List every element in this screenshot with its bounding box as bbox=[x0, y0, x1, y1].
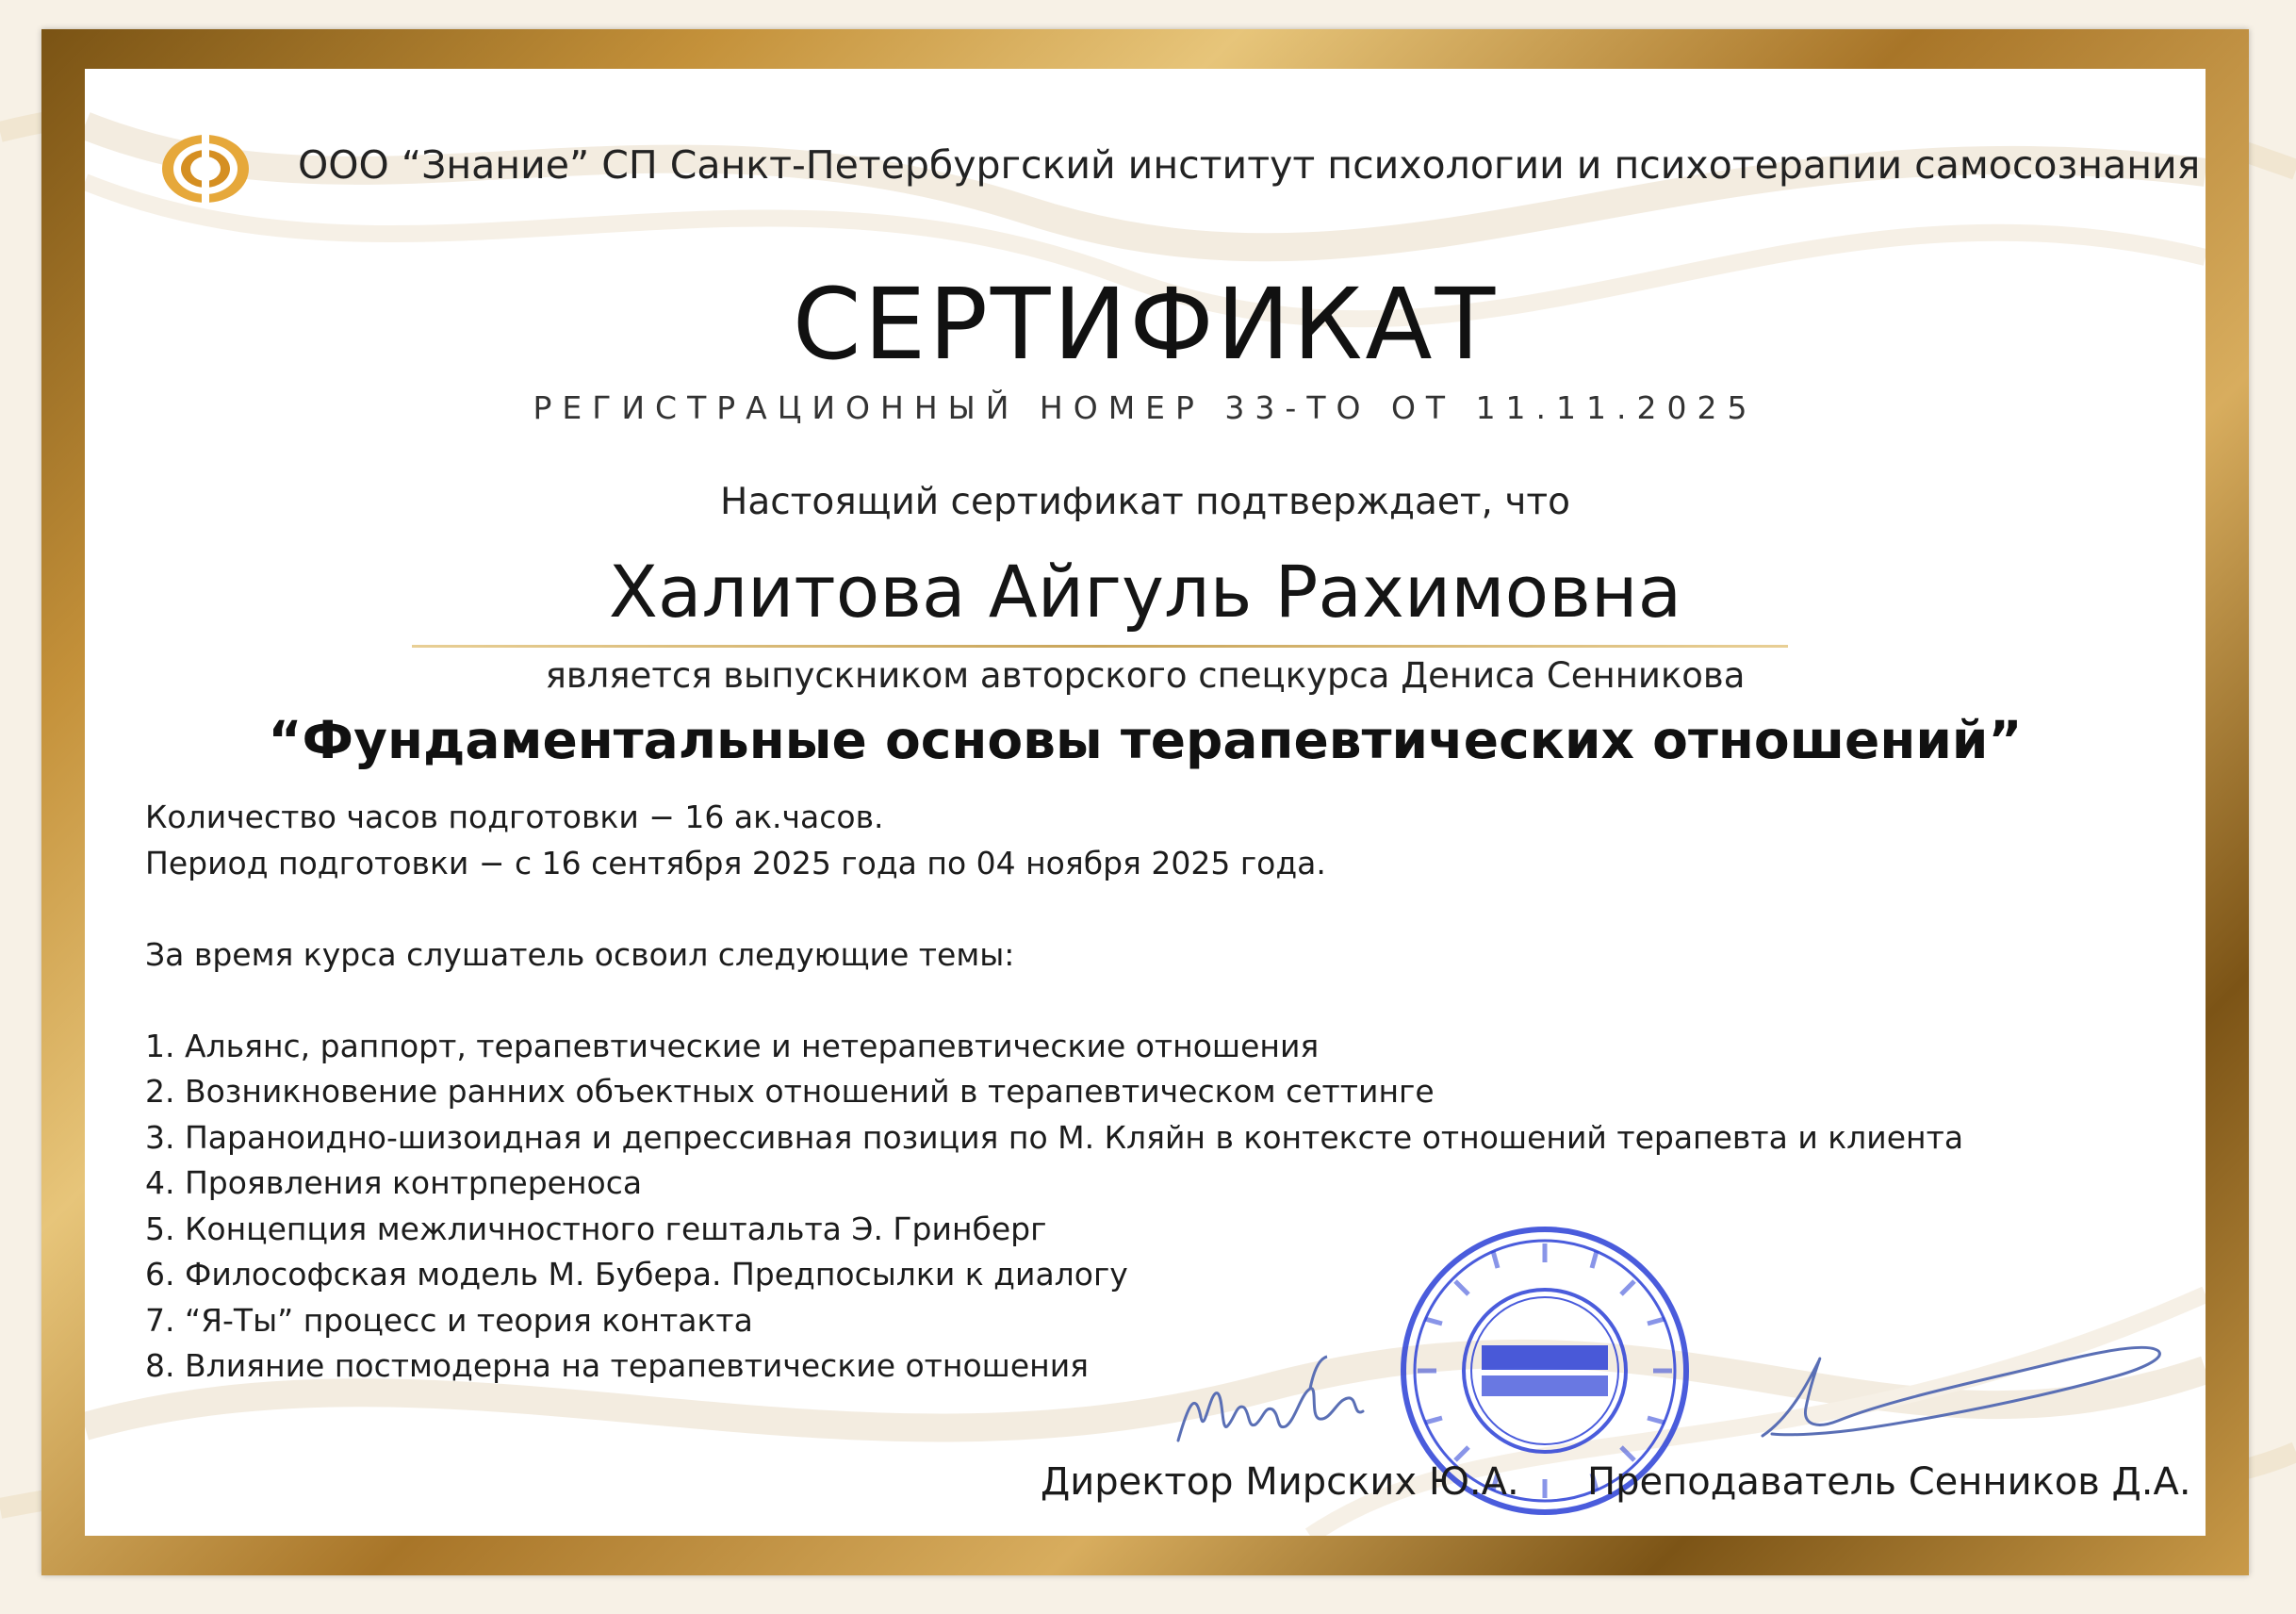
topic-item: 5. Концепция межличностного гештальта Э. Гринберг bbox=[145, 1210, 1047, 1247]
director-label: Директор Мирских Ю.А. bbox=[1041, 1460, 1519, 1504]
recipient-name: Халитова Айгуль Рахимовна bbox=[608, 550, 1682, 634]
topic-item: 7. “Я-Ты” процесс и теория контакта bbox=[145, 1301, 753, 1339]
topic-item: 2. Возникновение ранних объектных отношений в терапевтическом сеттинге bbox=[145, 1073, 1435, 1110]
topic-item: 1. Альянс, раппорт, терапевтические и нетерапевтические отношения bbox=[145, 1027, 1320, 1064]
spacer bbox=[145, 886, 1963, 932]
organization-name: ООО “Знание” СП Санкт-Петербургский институт психологии и психотерапии самосознания bbox=[298, 142, 2201, 188]
spacer bbox=[145, 978, 1963, 1024]
name-underline bbox=[412, 645, 1788, 648]
graduate-text: является выпускником авторского спецкурса Дениса Сенникова bbox=[545, 655, 1746, 696]
topics-intro: За время курса слушатель освоил следующие темы: bbox=[145, 935, 1015, 973]
period-text: Период подготовки − с 16 сентября 2025 года по 04 ноября 2025 года. bbox=[145, 844, 1326, 881]
teacher-signature bbox=[1753, 1323, 2168, 1464]
certificate-title: СЕРТИФИКАТ bbox=[792, 267, 1499, 382]
topic-item: 8. Влияние постмодерна на терапевтические отношения bbox=[145, 1347, 1090, 1384]
teacher-label: Преподаватель Сенников Д.А. bbox=[1587, 1460, 2191, 1504]
institute-logo-icon bbox=[158, 131, 253, 206]
director-signature bbox=[1169, 1351, 1376, 1464]
topic-item: 3. Параноидно-шизоидная и депрессивная позиция по М. Кляйн в контексте отношений терапевта и клиента bbox=[145, 1118, 1964, 1156]
certificate-body bbox=[85, 69, 2206, 1536]
topic-item: 6. Философская модель М. Бубера. Предпосылки к диалогу bbox=[145, 1256, 1128, 1293]
hours-text: Количество часов подготовки − 16 ак.часов. bbox=[145, 799, 884, 835]
topic-item: 4. Проявления контрпереноса bbox=[145, 1164, 643, 1201]
confirm-text: Настоящий сертификат подтверждает, что bbox=[720, 481, 1570, 523]
course-title: “Фундаментальные основы терапевтических отношений” bbox=[268, 710, 2023, 770]
registration-number: РЕГИСТРАЦИОННЫЙ НОМЕР 33-ТО ОТ 11.11.2025 bbox=[533, 389, 1758, 426]
